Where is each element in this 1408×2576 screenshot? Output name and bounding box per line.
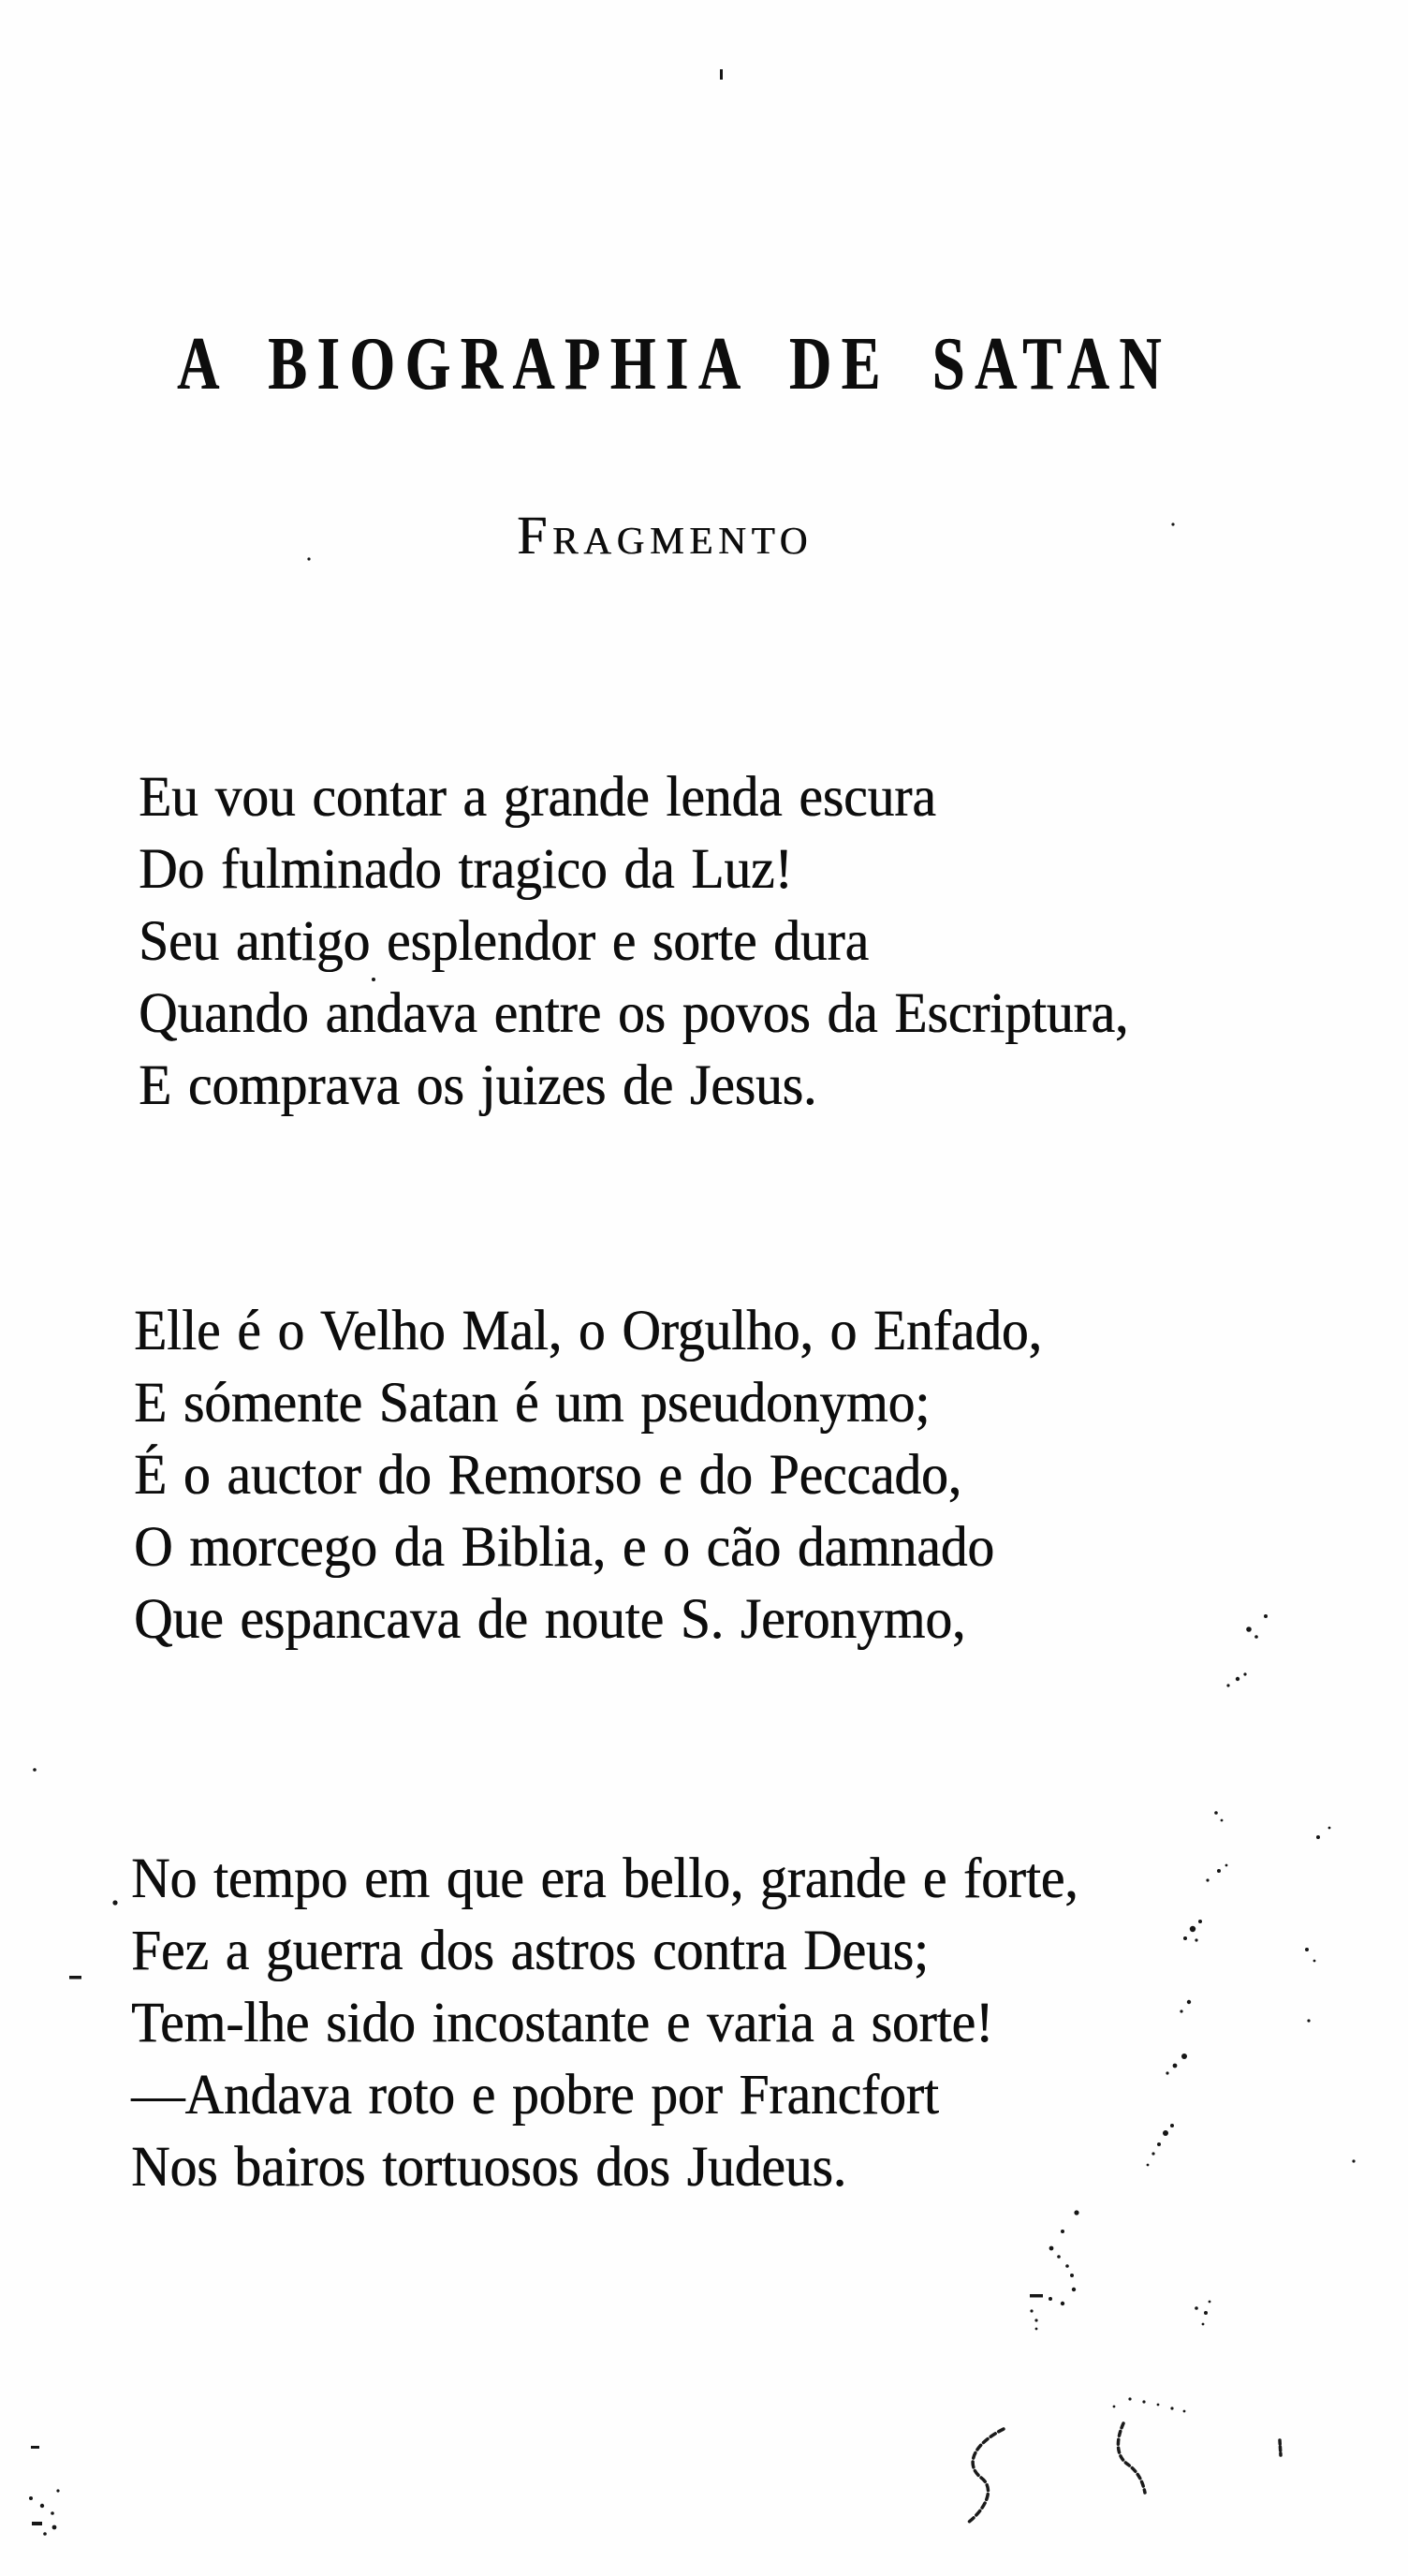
verse-line: Seu antigo esplendor e sorte dura <box>139 910 869 973</box>
verse-line: Quando andava entre os povos da Escriptura, <box>139 982 1129 1045</box>
stanza-2 <box>134 1295 1042 1656</box>
verse-line: —Andava roto e pobre por Francfort <box>131 2064 939 2127</box>
verse-line: Tem-lhe sido incostante e varia a sorte! <box>131 1992 993 2054</box>
poem-subtitle: Fragmento <box>516 505 814 566</box>
verse-line: Fez a guerra dos astros contra Deus; <box>131 1920 929 1982</box>
verse-line: E comprava os juizes de Jesus. <box>139 1054 817 1117</box>
verse-line: Eu vou contar a grande lenda escura <box>139 766 936 829</box>
poem-title: A BIOGRAPHIA DE SATAN <box>177 323 1171 405</box>
verse-line: No tempo em que era bello, grande e forte, <box>131 1847 1078 1910</box>
stanza-3 <box>131 1843 1078 2203</box>
verse-line: Que espancava de noute S. Jeronymo, <box>134 1588 966 1651</box>
verse-line: Elle é o Velho Mal, o Orgulho, o Enfado, <box>134 1300 1042 1362</box>
verse-line: Do fulminado tragico da Luz! <box>139 838 793 901</box>
verse-line: É o auctor do Remorso e do Peccado, <box>134 1444 961 1507</box>
verse-line: E sómente Satan é um pseudonymo; <box>134 1372 931 1435</box>
verse-line: O morcego da Biblia, e o cão damnado <box>134 1516 994 1579</box>
verse-line: Nos bairos tortuosos dos Judeus. <box>131 2136 846 2199</box>
stanza-1 <box>139 761 1128 1122</box>
